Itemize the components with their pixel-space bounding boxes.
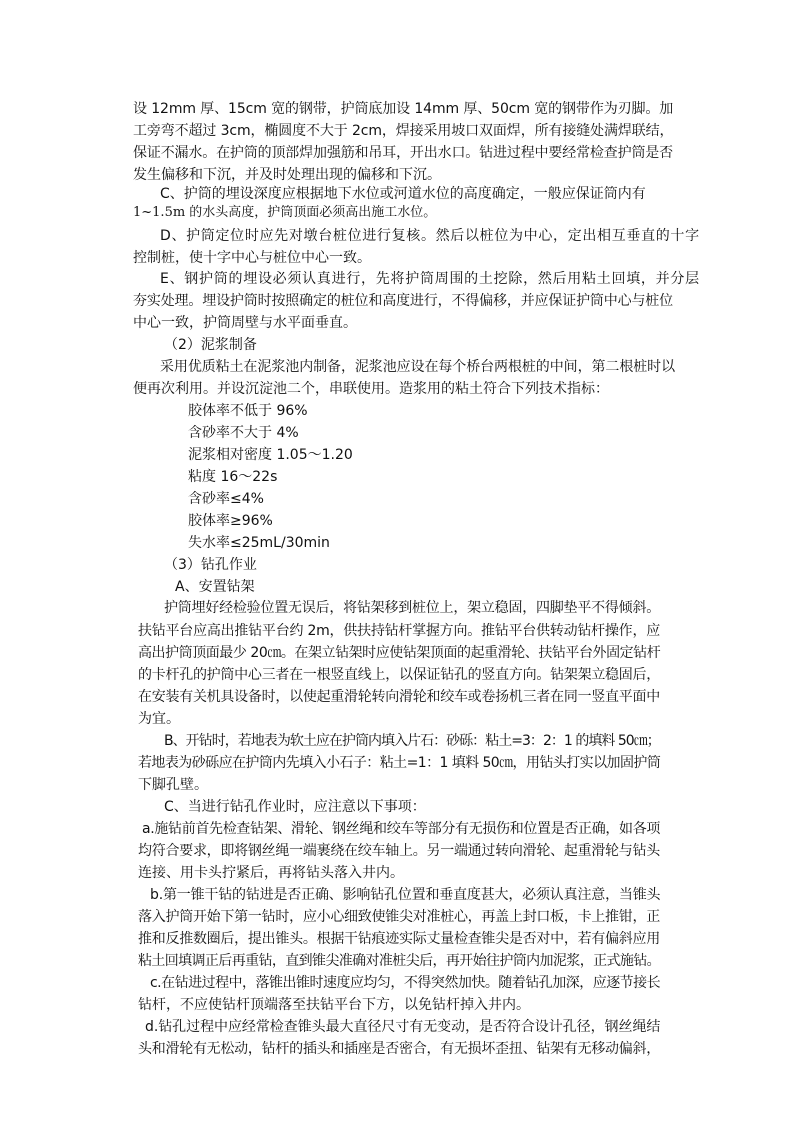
text-line: 连接、用卡头拧紧后，再将钻头落入井内。 xyxy=(138,865,404,881)
text-line: 粘土回填调正后再重钻，直到锥尖准确对准桩尖后，再开始往护筒内加泥浆，正式施钻。 xyxy=(138,953,660,969)
text-line: E、钢护筒的埋设必须认真进行，先将护筒周围的土挖除，然后用粘土回填，并分层 xyxy=(160,271,700,287)
text-line: 1~1.5m 的水头高度，护筒顶面必须高出施工水位。 xyxy=(133,205,437,220)
text-line: 落入护筒开始下第一钻时，应小心细致使锥尖对准桩心，再盖上封口板，卡上推钳，正 xyxy=(138,909,660,925)
text-line: 扶钻平台应高出推钻平台约 2m，供扶持钻杆掌握方向。推钻平台供转动钻杆操作，应 xyxy=(138,623,660,639)
text-line: 胶体率≥96% xyxy=(188,513,273,529)
text-line: 失水率≤25mL/30min xyxy=(188,535,330,551)
text-line: 设 12mm 厚、15cm 宽的钢带，护筒底加设 14mm 厚、50cm 宽的钢带作为刃脚。加 xyxy=(133,101,674,117)
text-line: 为宜。 xyxy=(138,711,180,727)
text-line: 胶体率不低于 96% xyxy=(188,403,308,419)
text-line: （2）泥浆制备 xyxy=(164,337,257,353)
text-line: 粘度 16～22s xyxy=(188,469,278,485)
text-line: 高出护筒顶面最少 20㎝。在架立钻架时应使钻架顶面的起重滑轮、扶钻平台外固定钻杆 xyxy=(138,645,661,661)
text-line: b.第一锥干钻的钻进是否正确、影响钻孔位置和垂直度甚大，必须认真注意，当锥头 xyxy=(150,887,661,903)
text-line: C、当进行钻孔作业时，应注意以下事项： xyxy=(164,799,426,815)
text-line: 控制桩，使十字中心与桩位中心一致。 xyxy=(133,250,371,266)
text-line: 的卡杆孔的护筒中心三者在一根竖直线上，以保证钻孔的竖直方向。钻架架立稳固后， xyxy=(138,667,660,683)
text-line: 下脚孔壁。 xyxy=(138,777,208,793)
text-line: 中心一致，护筒周壁与水平面垂直。 xyxy=(133,315,357,331)
text-line: 含砂率不大于 4% xyxy=(188,425,299,441)
text-line: 均符合要求，即将钢丝绳一端裹绕在绞车轴上。另一端通过转向滑轮、起重滑轮与钻头 xyxy=(138,843,660,859)
text-line: （3）钻孔作业 xyxy=(164,557,257,573)
text-line: a.施钻前首先检查钻架、滑轮、钢丝绳和绞车等部分有无损伤和位置是否正确，如各项 xyxy=(142,821,661,837)
text-line: 含砂率≤4% xyxy=(188,491,264,507)
text-line: 在安装有关机具设备时，以使起重滑轮转向滑轮和绞车或卷扬机三者在同一竖直平面中 xyxy=(138,689,660,705)
text-line: C、护筒的埋设深度应根据地下水位或河道水位的高度确定，一般应保证筒内有 xyxy=(160,186,646,202)
text-line: d.钻孔过程中应经常检查锥头最大直径尺寸有无变动，是否符合设计孔径，钢丝绳结 xyxy=(145,1019,661,1035)
text-line: 泥浆相对密度 1.05～1.20 xyxy=(188,447,353,463)
text-line: c.在钻进过程中，落锥出锥时速度应均匀，不得突然加快。随着钻孔加深，应逐节接长 xyxy=(150,975,661,991)
text-line: 护筒埋好经检验位置无误后，将钻架移到桩位上，架立稳固，四脚垫平不得倾斜。 xyxy=(164,600,660,616)
text-line: B、开钻时，若地表为软土应在护筒内填入片石：砂砾：粘土=3：2：1 的填料 50㎝； xyxy=(164,733,660,749)
text-line: 工旁弯不超过 3cm，椭圆度不大于 2cm，焊接采用坡口双面焊，所有接缝处满焊联结， xyxy=(133,123,674,139)
text-line: 若地表为砂砾应在护筒内先填入小石子：粘土=1：1 填料 50㎝，用钻头打实以加固护筒 xyxy=(138,755,661,771)
text-line: 便再次利用。并设沉淀池二个，串联使用。造浆用的粘土符合下列技术指标： xyxy=(133,381,609,397)
text-line: 夯实处理。埋设护筒时按照确定的桩位和高度进行，不得偏移，并应保证护筒中心与桩位 xyxy=(133,293,673,309)
text-line: 采用优质粘土在泥浆池内制备，泥浆池应设在每个桥台两根桩的中间，第二根桩时以 xyxy=(160,359,675,375)
text-line: A、安置钻架 xyxy=(175,579,255,595)
text-line: 推和反推数圈后，提出锥头。根据干钻痕迹实际丈量检查锥尖是否对中，若有偏斜应用 xyxy=(138,931,660,947)
text-line: 发生偏移和下沉，并及时处理出现的偏移和下沉。 xyxy=(133,167,441,183)
text-line: D、护筒定位时应先对墩台桩位进行复核。然后以桩位为中心，定出相互垂直的十字 xyxy=(160,228,700,244)
text-line: 钻杆，不应使钻杆顶端落至扶钻平台下方，以免钻杆掉入井内。 xyxy=(138,997,530,1013)
text-line: 头和滑轮有无松动，钻杆的插头和插座是否密合，有无损坏歪扭、钻架有无移动偏斜， xyxy=(138,1041,660,1057)
text-line: 保证不漏水。在护筒的顶部焊加强筋和吊耳，开出水口。钻进过程中要经常检查护筒是否 xyxy=(133,145,673,161)
